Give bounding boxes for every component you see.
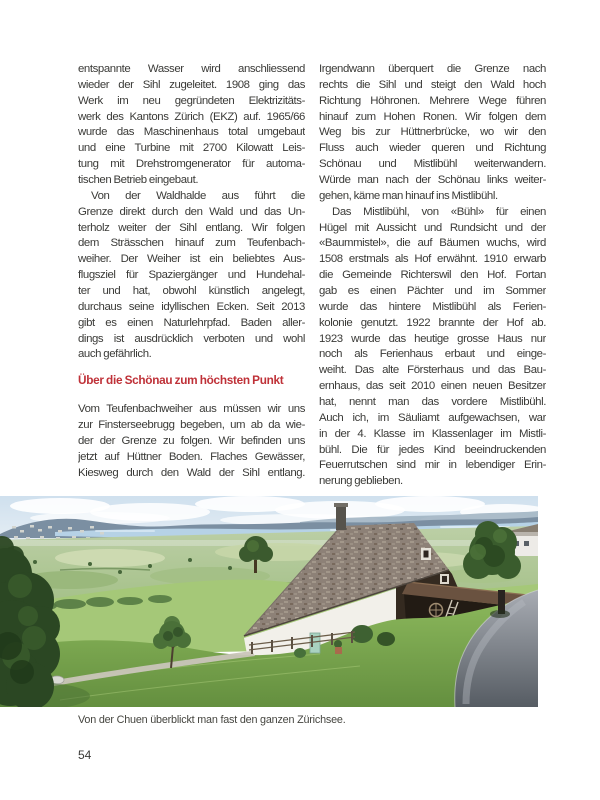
text-line: Werk im neu gegründeten Elektrizitäts- xyxy=(78,94,305,107)
right-column xyxy=(319,62,546,490)
text-line: hinauf zum Hohen Ronen. Wir folgen dem xyxy=(319,110,546,123)
left-column xyxy=(78,62,305,482)
text-line: Das Mistlibühl, von «Bühl» für einen xyxy=(332,205,546,218)
text-line: in der 4. Klasse im Klassenlager im Mistli- xyxy=(319,427,546,440)
text-line: gehen, käme man hinauf ins Mistlibühl. xyxy=(319,189,498,202)
text-line: zur Finsterseebrugg begeben, um ab da wie- xyxy=(78,419,305,432)
text-line: ernhaus, das seit 2010 einen neuen Besitzer xyxy=(319,380,546,393)
text-line: Von der Waldhalde aus führt die xyxy=(91,189,305,202)
text-line: entspannte Wasser wird anschliessend xyxy=(78,63,305,75)
text-line: Hügel mit Aussicht und Rundsicht und der xyxy=(319,221,546,234)
text-line: jetzt auf Hüttner Boden. Flaches Gewässer, xyxy=(78,450,305,463)
text-line: Schönau und Mistlibühl weiterwandern. xyxy=(319,158,546,171)
text-line: wurde das hintere Mistlibühl als Ferien- xyxy=(319,300,546,313)
text-line: Würde man nach der Schönau links weiter- xyxy=(319,174,546,187)
text-line: tung mit Drehstromgenerator für automa- xyxy=(78,158,305,171)
text-line: Kiesweg durch den Wald der Sihl entlang. xyxy=(78,466,305,479)
text-line: werk des Kantons Zürich (EKZ) auf. 1965/66 xyxy=(78,110,305,123)
photo-caption: Von der Chuen überblickt man fast den ganzen Zürichsee. xyxy=(78,714,346,726)
text-line: 1508 erstmals als Hof erwähnt. 1910 erwarb xyxy=(319,253,546,266)
section-heading: Über die Schönau zum höchsten Punkt xyxy=(78,373,284,388)
photo-panorama xyxy=(0,496,538,707)
text-line: Irgendwann überquert die Grenze nach xyxy=(319,63,546,75)
text-line: Grenze direkt durch den Wald und das Un- xyxy=(78,205,305,218)
page-number: 54 xyxy=(78,748,92,762)
text-line: Richtung Höhronen. Mehrere Wege führen xyxy=(319,94,546,107)
text-line: dings ist ausdrücklich verboten und wohl xyxy=(78,332,305,345)
text-line: gab es einen Pächter und im Sommer xyxy=(319,285,546,298)
text-line: dem Strässchen hinauf zum Teufenbach- xyxy=(78,237,305,250)
text-line: Feuerrutschen sind mir in lebendiger Erin- xyxy=(319,459,546,472)
text-line: Fluss auch wieder queren und Richtung xyxy=(319,142,546,155)
text-line: kolonie genutzt. 1922 brannte der Hof ab. xyxy=(319,316,546,329)
text-line: Auch ich, im Säuliamt aufgewachsen, war xyxy=(319,411,546,424)
text-line: tischen Betrieb eingebaut. xyxy=(78,174,199,187)
paragraph-block xyxy=(78,402,305,481)
text-line: wieder der Sihl zugeleitet. 1908 ging das xyxy=(78,78,305,91)
text-line: nerung geblieben. xyxy=(319,475,403,488)
paragraph-block xyxy=(319,62,546,490)
text-line: wurde das Maschinenhaus total umgebaut xyxy=(78,126,305,139)
text-line: flugsziel für Spaziergänger und Hundehal- xyxy=(78,269,305,282)
text-line: «Baummistel», die auf Bäumen wuchs, wird xyxy=(319,237,546,250)
text-line: hat, nennt man das vordere Mistlibühl. xyxy=(319,396,546,409)
text-line: Weg bis zur Hüttnerbrücke, wo wir den xyxy=(319,126,546,139)
text-line: noch als Ferienhaus erbaut und einge- xyxy=(319,348,546,361)
photo-illustration xyxy=(0,496,538,707)
text-line: die Gemeinde Richterswil den Hof. Fortan xyxy=(319,269,546,282)
text-line: weiht. Das alte Försterhaus und das Bau- xyxy=(319,364,546,377)
text-line: durchaus seine idyllischen Ecken. Seit 2013 xyxy=(78,300,305,313)
text-line: rechts die Sihl und steigt den Wald hoch xyxy=(319,78,546,91)
text-line: der der Grenze zu folgen. Wir befinden uns xyxy=(78,435,305,448)
text-line: ter und hat, obwohl künstlich angelegt, xyxy=(78,285,305,298)
paragraph-block xyxy=(78,62,305,363)
text-line: auch gefährlich. xyxy=(78,348,152,361)
text-line: weiher. Der Weiher ist ein beliebtes Aus- xyxy=(78,253,305,266)
text-line: terholz weiter der Sihl entlang. Wir folgen xyxy=(78,221,305,234)
text-line: Vom Teufenbachweiher aus müssen wir uns xyxy=(78,403,305,416)
text-line: und eine Turbine mit 2700 Kilowatt Leis- xyxy=(78,142,305,155)
text-line: 1923 wurde das heutige grosse Haus nur xyxy=(319,332,546,345)
text-line: bühl. Die für jedes Kind beeindruckenden xyxy=(319,443,546,456)
text-line: gibt es einen Naturlehrpfad. Baden aller- xyxy=(78,316,305,329)
